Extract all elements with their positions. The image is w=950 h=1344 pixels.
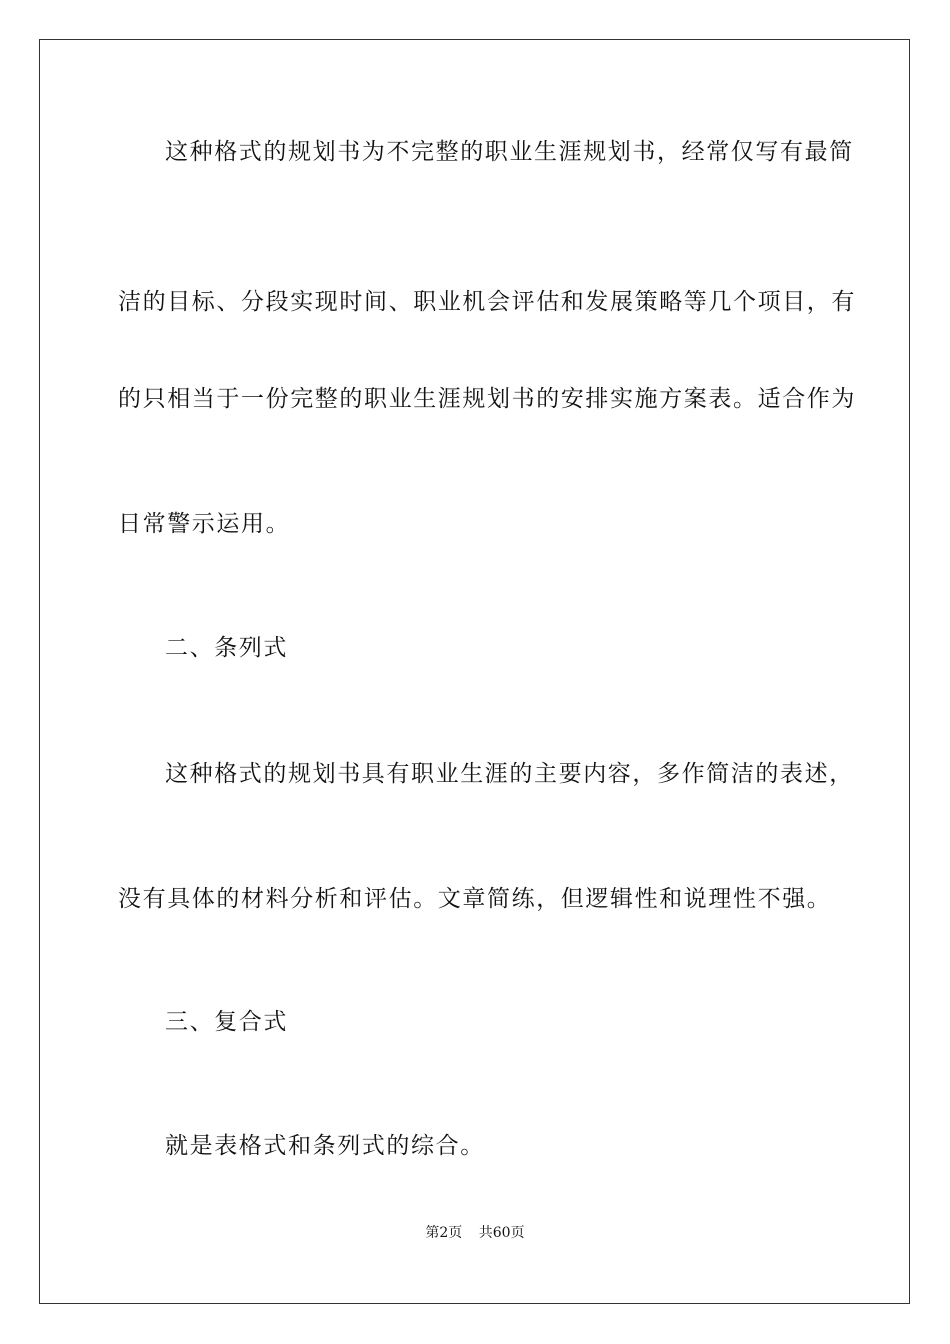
paragraph-2-line-1: 这种格式的规划书具有职业生涯的主要内容，多作简洁的表述， xyxy=(165,761,854,787)
page-number: 第2页 xyxy=(425,1225,463,1241)
page-total: 共60页 xyxy=(478,1225,525,1241)
section-heading-2: 二、条列式 xyxy=(165,635,288,661)
paragraph-1-line-4: 日常警示运用。 xyxy=(118,511,291,537)
page-frame xyxy=(39,39,910,1304)
paragraph-1-line-3: 的只相当于一份完整的职业生涯规划书的安排实施方案表。适合作为 xyxy=(118,386,856,412)
page-footer xyxy=(0,1222,950,1242)
paragraph-3-line-1: 就是表格式和条列式的综合。 xyxy=(165,1133,485,1159)
section-heading-3: 三、复合式 xyxy=(165,1009,288,1035)
paragraph-1-line-2: 洁的目标、分段实现时间、职业机会评估和发展策略等几个项目，有 xyxy=(118,289,856,315)
paragraph-2-line-2: 没有具体的材料分析和评估。文章简练，但逻辑性和说理性不强。 xyxy=(118,886,832,912)
paragraph-1-line-1: 这种格式的规划书为不完整的职业生涯规划书，经常仅写有最简 xyxy=(165,139,854,165)
